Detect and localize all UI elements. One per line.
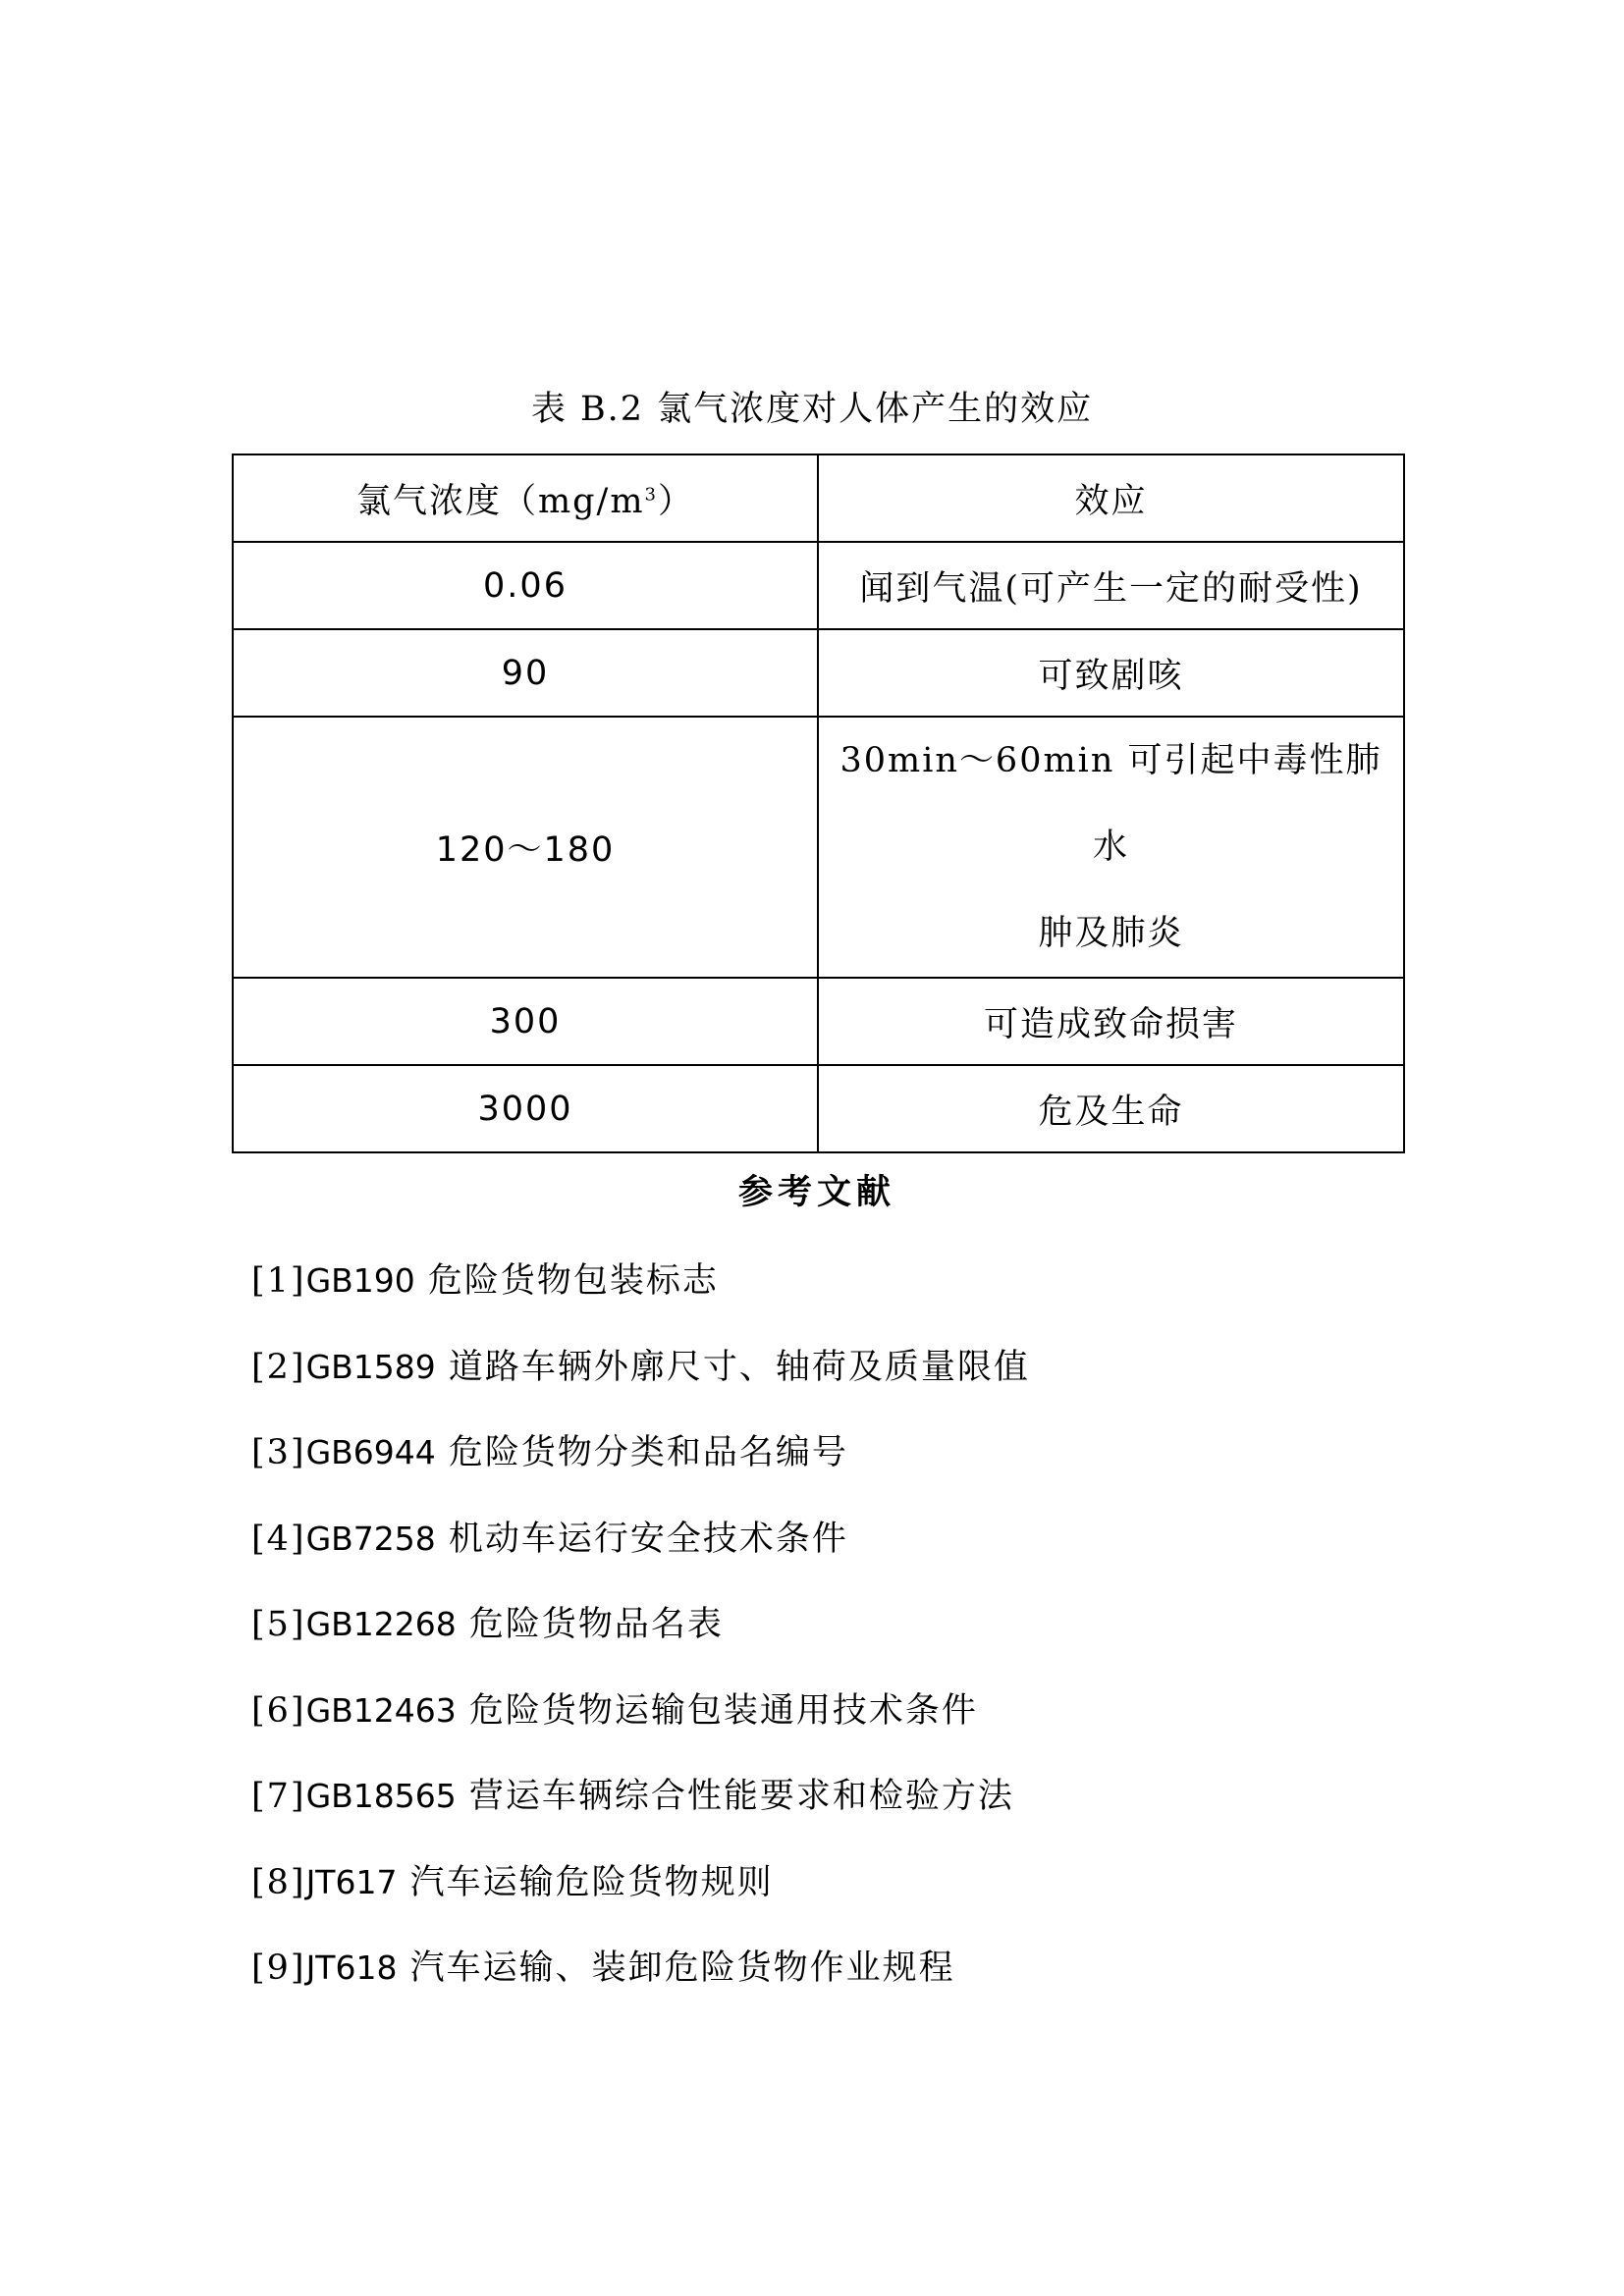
reference-code: GB12268 <box>305 1605 457 1643</box>
reference-text: 危险货物包装标志 <box>414 1261 719 1301</box>
effect-cell: 可致剧咳 <box>818 629 1404 717</box>
table-row <box>233 1065 1404 1152</box>
header-effect: 效应 <box>818 454 1404 542</box>
table-caption: 表 B.2 氯气浓度对人体产生的效应 <box>530 390 1094 429</box>
reference-item <box>251 1428 1030 1515</box>
reference-code: GB190 <box>305 1261 415 1300</box>
reference-index: [2] <box>251 1347 306 1387</box>
effect-cell: 可造成致命损害 <box>818 978 1404 1065</box>
table-row <box>233 629 1404 717</box>
reference-text: 道路车辆外廓尺寸、轴荷及质量限值 <box>435 1347 1030 1387</box>
reference-item <box>251 1256 1030 1343</box>
reference-text: 危险货物分类和品名编号 <box>435 1433 848 1472</box>
unit-superscript: 3 <box>644 483 658 505</box>
reference-item <box>251 1686 1030 1773</box>
reference-index: [3] <box>251 1433 306 1472</box>
table-row <box>233 717 1404 978</box>
effect-line-2: 肿及肺炎 <box>1038 914 1184 953</box>
reference-text: 危险货物品名表 <box>456 1605 724 1644</box>
reference-code: GB1589 <box>305 1347 436 1386</box>
reference-item <box>251 1343 1030 1429</box>
header-concentration <box>233 454 818 542</box>
concentration-cell: 0.06 <box>233 542 818 629</box>
reference-index: [1] <box>251 1261 306 1301</box>
reference-index: [7] <box>251 1777 306 1816</box>
reference-code: JT617 <box>305 1862 398 1901</box>
effect-cell: 危及生命 <box>818 1065 1404 1152</box>
references-title: 参考文献 <box>737 1172 895 1212</box>
reference-index: [5] <box>251 1605 306 1644</box>
concentration-cell: 90 <box>233 629 818 717</box>
table-row <box>233 542 1404 629</box>
concentration-cell: 300 <box>233 978 818 1065</box>
reference-item <box>251 1944 1030 2030</box>
effect-cell: 闻到气温(可产生一定的耐受性) <box>818 542 1404 629</box>
reference-index: [9] <box>251 1949 306 1988</box>
header-concentration-label: 氯气浓度（mg/m <box>355 481 645 521</box>
reference-index: [4] <box>251 1519 306 1559</box>
reference-code: GB7258 <box>305 1519 436 1558</box>
reference-item <box>251 1600 1030 1686</box>
reference-code: GB18565 <box>305 1777 457 1815</box>
reference-item <box>251 1515 1030 1601</box>
effect-cell <box>818 717 1404 978</box>
reference-item <box>251 1772 1030 1858</box>
reference-code: JT618 <box>305 1949 398 1987</box>
reference-code: GB6944 <box>305 1433 436 1471</box>
references-list <box>251 1256 1030 2030</box>
concentration-cell: 3000 <box>233 1065 818 1152</box>
reference-text: 营运车辆综合性能要求和检验方法 <box>456 1777 1014 1816</box>
reference-text: 汽车运输、装卸危险货物作业规程 <box>397 1949 955 1988</box>
effect-line-1: 30min～60min 可引起中毒性肺水 <box>839 741 1382 867</box>
reference-index: [6] <box>251 1690 306 1731</box>
table-header-row <box>233 454 1404 542</box>
reference-item <box>251 1858 1030 1945</box>
concentration-cell: 120～180 <box>233 717 818 978</box>
reference-text: 危险货物运输包装通用技术条件 <box>456 1690 978 1731</box>
chlorine-effects-table <box>232 454 1405 1153</box>
reference-code: GB12463 <box>305 1690 457 1730</box>
reference-text: 机动车运行安全技术条件 <box>435 1519 848 1559</box>
table-row <box>233 978 1404 1065</box>
reference-text: 汽车运输危险货物规则 <box>397 1862 774 1902</box>
header-concentration-close: ） <box>658 481 695 521</box>
reference-index: [8] <box>251 1862 306 1902</box>
